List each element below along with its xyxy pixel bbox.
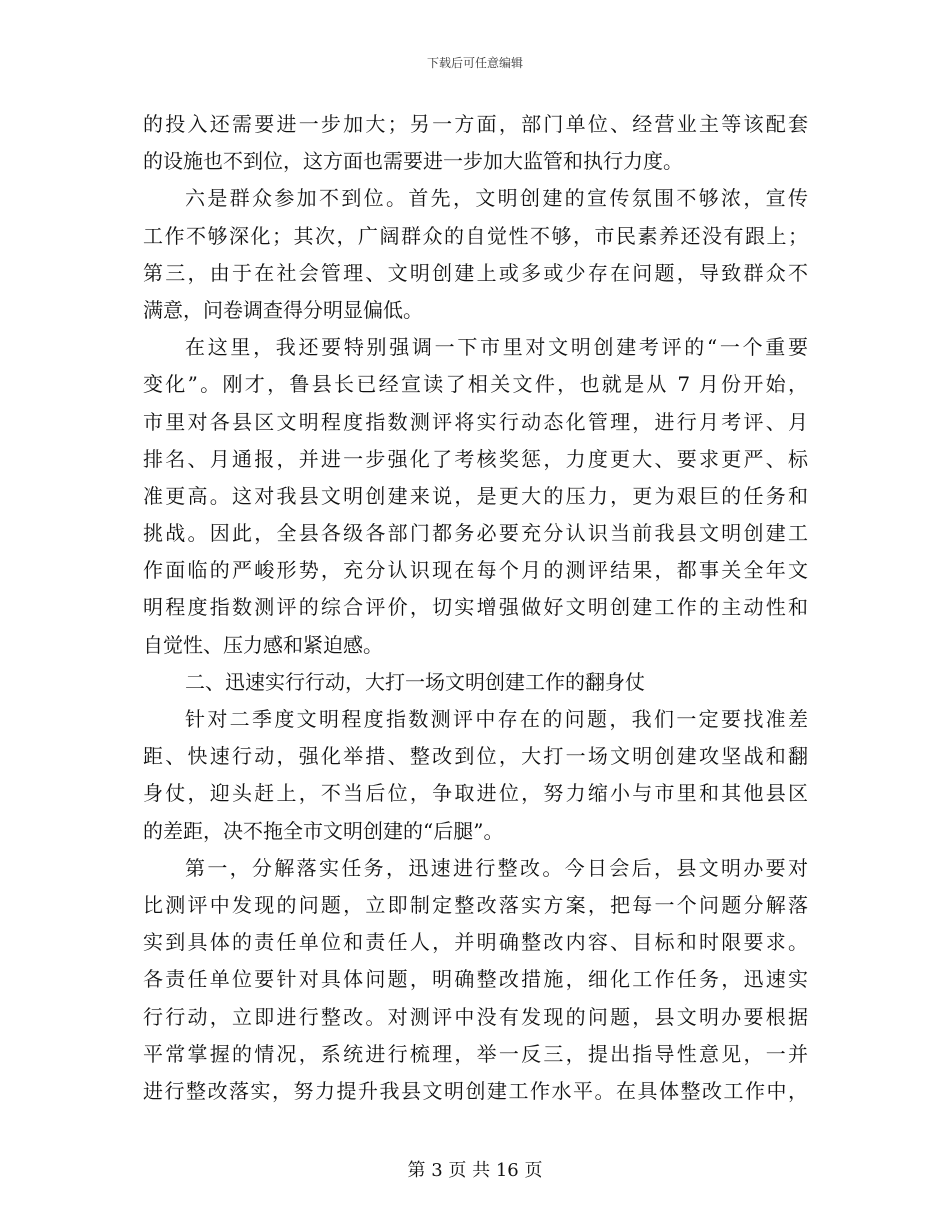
page-header: 下载后可任意编辑	[426, 56, 523, 70]
text-line: 作面临的严峻形势，充分认识现在每个月的测评结果，都事关全年文	[143, 558, 808, 583]
text-line: 距、快速行动，强化举措、整改到位，大打一场文明创建攻坚战和翻	[143, 744, 808, 769]
text-line: 各责任单位要针对具体问题，明确整改措施，细化工作任务，迅速实	[143, 967, 808, 992]
text-line: 的设施也不到位，这方面也需要进一步加大监管和执行力度。	[143, 149, 683, 174]
text-line: 的投入还需要进一步加大；另一方面，部门单位、经营业主等该配套	[143, 112, 808, 136]
text-line: 进行整改落实，努力提升我县文明创建工作水平。在具体整改工作中，	[143, 1078, 808, 1103]
text-line: 挑战。因此，全县各级各部门都务必要充分认识当前我县文明创建工	[143, 521, 808, 546]
text-line: 平常掌握的情况，系统进行梳理，举一反三，提出指导性意见，一并	[143, 1041, 808, 1066]
text-line: 针对二季度文明程度指数测评中存在的问题，我们一定要找准差	[185, 707, 808, 731]
text-line: 行行动，立即进行整改。对测评中没有发现的问题，县文明办要根据	[143, 1004, 808, 1029]
text-line: 工作不够深化；其次，广阔群众的自觉性不够，市民素养还没有跟上；	[143, 223, 808, 248]
page-footer: 第 3 页 共 16 页	[407, 1160, 543, 1181]
text-line: 变化”。刚才，鲁县长已经宣读了相关文件，也就是从 7 月份开始，	[143, 372, 808, 397]
text-line: 满意，问卷调查得分明显偏低。	[143, 297, 423, 322]
text-line: 实到具体的责任单位和责任人，并明确整改内容、目标和时限要求。	[143, 930, 808, 955]
body-text	[143, 106, 808, 1110]
text-line: 二、迅速实行行动，大打一场文明创建工作的翻身仗	[185, 669, 645, 694]
text-line: 自觉性、压力感和紧迫感。	[143, 632, 383, 657]
text-line: 身仗，迎头赶上，不当后位，争取进位，努力缩小与市里和其他县区	[143, 781, 808, 806]
text-line: 六是群众参加不到位。首先，文明创建的宣传氛围不够浓，宣传	[185, 186, 808, 211]
text-line: 第一，分解落实任务，迅速进行整改。今日会后，县文明办要对	[185, 855, 808, 880]
text-line: 的差距，决不拖全市文明创建的“后腿”。	[143, 818, 504, 843]
text-line: 在这里，我还要特别强调一下市里对文明创建考评的“一个重要	[185, 335, 808, 360]
text-line: 第三，由于在社会管理、文明创建上或多或少存在问题，导致群众不	[143, 260, 808, 285]
text-line: 比测评中发现的问题，立即制定整改落实方案，把每一个问题分解落	[143, 892, 808, 917]
text-line: 市里对各县区文明程度指数测评将实行动态化管理，进行月考评、月	[143, 409, 808, 434]
text-line: 明程度指数测评的综合评价，切实增强做好文明创建工作的主动性和	[143, 595, 808, 620]
text-line: 排名、月通报，并进一步强化了考核奖惩，力度更大、要求更严、标	[143, 446, 808, 471]
text-line: 准更高。这对我县文明创建来说，是更大的压力，更为艰巨的任务和	[143, 483, 808, 508]
